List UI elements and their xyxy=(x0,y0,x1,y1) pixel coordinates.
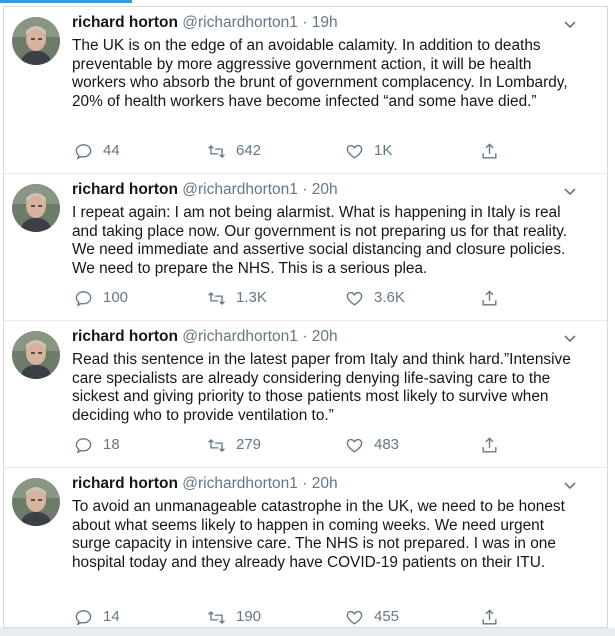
author-handle[interactable]: @richardhorton1 xyxy=(182,475,298,492)
reply-count: 14 xyxy=(103,608,120,625)
reply-icon xyxy=(74,436,93,455)
author-handle[interactable]: @richardhorton1 xyxy=(182,181,298,198)
reply-button[interactable] xyxy=(74,435,120,455)
reply-button[interactable] xyxy=(74,288,128,308)
like-button[interactable] xyxy=(345,607,399,627)
retweet-button[interactable] xyxy=(207,141,261,161)
action-bar xyxy=(72,288,512,308)
bottom-strip xyxy=(0,628,615,636)
like-count: 455 xyxy=(374,608,400,625)
avatar-portrait xyxy=(12,184,60,232)
action-bar xyxy=(72,607,512,627)
like-button[interactable] xyxy=(345,435,399,455)
separator-dot: · xyxy=(302,328,308,345)
timestamp[interactable]: 20h xyxy=(311,328,338,345)
tweet-text: Read this sentence in the latest paper from Italy and think hard.”Intensive care specialists are already considering denying life-saving care to the sickest and giving priority to those patients most likely to survive when deciding who to provide ventilation to.” xyxy=(72,351,571,425)
author-name[interactable]: richard horton xyxy=(72,14,178,31)
retweet-icon xyxy=(207,608,226,627)
reply-icon xyxy=(74,142,93,161)
reply-count: 44 xyxy=(103,142,120,159)
separator-dot: · xyxy=(302,14,308,31)
top-accent-bar xyxy=(0,0,132,3)
retweet-button[interactable] xyxy=(207,607,261,627)
separator-dot: · xyxy=(302,475,308,492)
retweet-icon xyxy=(207,142,226,161)
tweet[interactable] xyxy=(4,7,607,174)
author-name[interactable]: richard horton xyxy=(72,181,178,198)
like-count: 3.6K xyxy=(374,289,405,306)
separator-dot: · xyxy=(302,181,308,198)
author-name[interactable]: richard horton xyxy=(72,475,178,492)
avatar-portrait xyxy=(12,478,60,526)
reply-count: 100 xyxy=(103,289,129,306)
like-icon xyxy=(345,289,364,308)
like-icon xyxy=(345,142,364,161)
reply-count: 18 xyxy=(103,436,120,453)
retweet-count: 279 xyxy=(236,436,262,453)
avatar[interactable] xyxy=(12,184,60,232)
tweet-header xyxy=(72,13,338,33)
share-button[interactable] xyxy=(480,141,509,161)
share-icon xyxy=(480,289,499,308)
retweet-count: 642 xyxy=(236,142,262,159)
tweet-header xyxy=(72,474,338,494)
avatar[interactable] xyxy=(12,17,60,65)
avatar-portrait xyxy=(12,17,60,65)
retweet-icon xyxy=(207,289,226,308)
timestamp[interactable]: 20h xyxy=(311,475,338,492)
like-button[interactable] xyxy=(345,141,392,161)
reply-button[interactable] xyxy=(74,141,120,161)
share-button[interactable] xyxy=(480,435,509,455)
share-icon xyxy=(480,142,499,161)
like-icon xyxy=(345,608,364,627)
retweet-icon xyxy=(207,436,226,455)
reply-icon xyxy=(74,289,93,308)
timestamp[interactable]: 19h xyxy=(311,14,338,31)
author-name[interactable]: richard horton xyxy=(72,328,178,345)
tweet-text: To avoid an unmanageable catastrophe in the UK, we need to be honest about what seems likely to happen in coming weeks. We need urgent surge capacity in intensive care. The NHS is not prepared. I was in one hospital today and they already have COVID-19 patients on their ITU. xyxy=(72,498,565,572)
share-icon xyxy=(480,608,499,627)
chevron-down-icon[interactable] xyxy=(563,17,577,31)
author-handle[interactable]: @richardhorton1 xyxy=(182,14,298,31)
tweet-text: I repeat again: I am not being alarmist. What is happening in Italy is real and taking place now. Our government is not preparing us for that reality. We need immediate and assertive social distancing and closure policies. We need to prepare the NHS. This is a serious plea. xyxy=(72,204,568,278)
chevron-down-icon[interactable] xyxy=(563,184,577,198)
avatar-portrait xyxy=(12,331,60,379)
tweet[interactable] xyxy=(4,468,607,628)
tweet-header xyxy=(72,327,338,347)
retweet-count: 1.3K xyxy=(236,289,267,306)
tweet-text: The UK is on the edge of an avoidable calamity. In addition to deaths preventable by more aggressive government action, it will be health workers who absorb the brunt of government complacency. In Lombardy, 20% of health workers have become infected “and some have died.” xyxy=(72,37,568,111)
like-count: 1K xyxy=(374,142,393,159)
tweet[interactable] xyxy=(4,321,607,468)
timestamp[interactable]: 20h xyxy=(311,181,338,198)
avatar[interactable] xyxy=(12,331,60,379)
avatar[interactable] xyxy=(12,478,60,526)
share-icon xyxy=(480,436,499,455)
reply-button[interactable] xyxy=(74,607,120,627)
like-count: 483 xyxy=(374,436,400,453)
author-handle[interactable]: @richardhorton1 xyxy=(182,328,298,345)
retweet-button[interactable] xyxy=(207,435,261,455)
tweet-feed xyxy=(3,6,608,628)
share-button[interactable] xyxy=(480,607,509,627)
tweet-header xyxy=(72,180,338,200)
like-icon xyxy=(345,436,364,455)
retweet-button[interactable] xyxy=(207,288,267,308)
tweet[interactable] xyxy=(4,174,607,321)
reply-icon xyxy=(74,608,93,627)
like-button[interactable] xyxy=(345,288,405,308)
action-bar xyxy=(72,435,512,455)
chevron-down-icon[interactable] xyxy=(563,478,577,492)
chevron-down-icon[interactable] xyxy=(563,331,577,345)
share-button[interactable] xyxy=(480,288,509,308)
action-bar xyxy=(72,141,512,161)
retweet-count: 190 xyxy=(236,608,262,625)
